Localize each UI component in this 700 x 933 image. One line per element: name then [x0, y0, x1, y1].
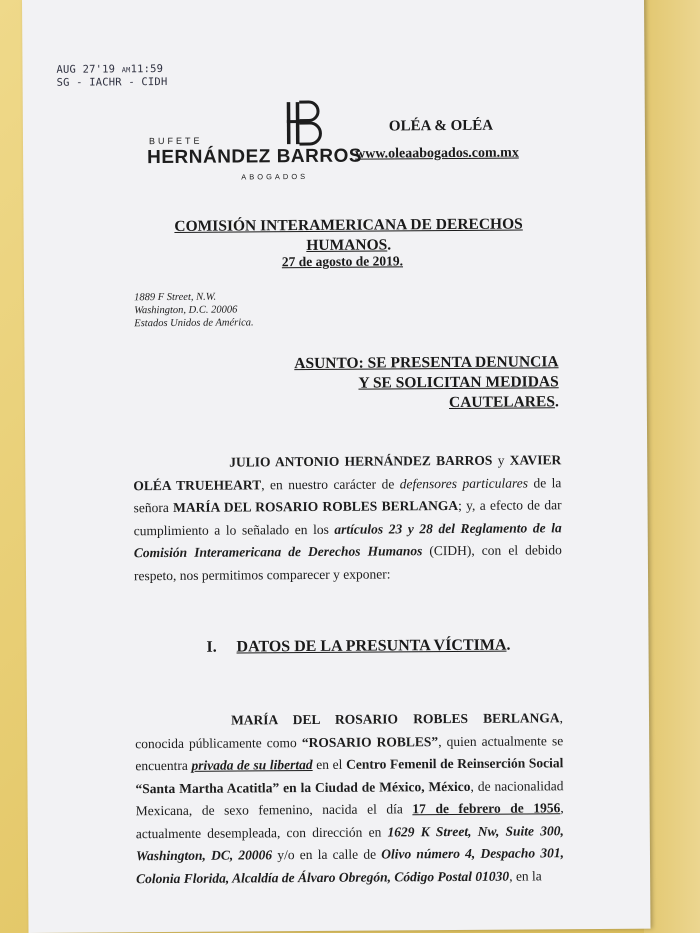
document-date: 27 de agosto de 2019.: [281, 253, 404, 270]
logo-bufete-text: BUFETE: [148, 135, 203, 147]
logo-abogados-text: ABOGADOS: [241, 172, 309, 182]
second-firm-name: OLÉA & OLÉA: [388, 117, 494, 135]
victim-paragraph: MARÍA DEL ROSARIO ROBLES BERLANGA, conocida públicamente como “ROSARIO ROBLES”, quien actualmente se encuentra privada de su libertad en el Centro Femenil de Reinserción Social “Santa Martha Acatitla” en la Ciudad de México, México, de nacionalidad Mexicana, de sexo femenino, nacida el día 17 de febrero de 1956, actualmente desempleada, con dirección en 1629 K Street, Nw, Suite 300, Washington, DC, 20006 y/o en la calle de Olivo número 4, Despacho 301, Colonia Florida, Alcaldía de Álvaro Obregón, Código Postal 01030, en la: [135, 710, 565, 886]
addressee-address: 1889 F Street, N.W. Washington, D.C. 20006 Estados Unidos de América.: [134, 291, 254, 330]
second-firm-website: www.oleaabogados.com.mx: [355, 145, 519, 162]
document-page: [22, 0, 650, 933]
hb-monogram-logo: [281, 98, 325, 146]
addressee-commission: COMISIÓN INTERAMERICANA DE DERECHOS HUMANOS.: [174, 215, 523, 255]
received-stamp: [56, 63, 167, 89]
subject-block: ASUNTO: SE PRESENTA DENUNCIA Y SE SOLICITAN MEDIDAS CAUTELARES.: [294, 353, 559, 412]
stamp-ampm: AM: [121, 66, 131, 75]
background-edge: [644, 0, 700, 933]
stamp-time: 11:59: [130, 63, 164, 76]
section-heading-victim: I. DATOS DE LA PRESUNTA VÍCTIMA.: [206, 636, 511, 656]
stamp-date: AUG 27'19: [56, 63, 116, 76]
intro-paragraph: JULIO ANTONIO HERNÁNDEZ BARROS y XAVIER OLÉA TRUEHEART, en nuestro carácter de defensores particulares de la señora MARÍA DEL ROSARIO ROBLES BERLANGA; y, a efecto de dar cumplimiento a lo señalado en los artículos 23 y 28 del Reglamento de la Comisión Interamericana de Derechos Humanos (CIDH), con el debido respeto, nos permitimos comparecer y exponer:: [133, 452, 562, 583]
logo-firm-name: HERNÁNDEZ BARROS: [147, 145, 363, 169]
stamp-office: SG - IACHR - CIDH: [56, 75, 168, 89]
